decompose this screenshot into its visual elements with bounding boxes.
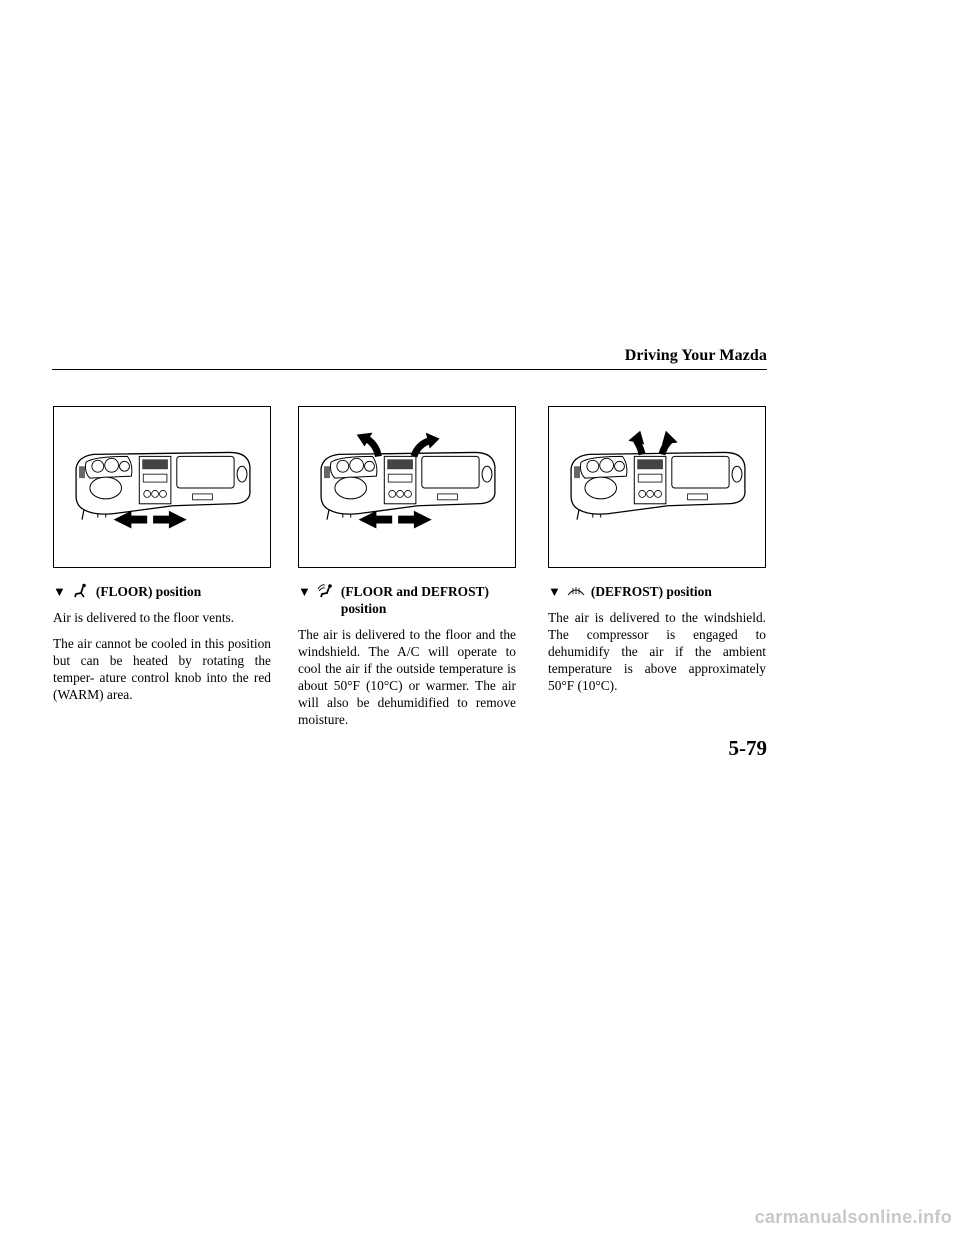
header-divider xyxy=(52,369,767,370)
section-heading xyxy=(548,583,766,600)
section-heading-text: (DEFROST) position xyxy=(590,584,712,599)
section-heading-text: (FLOOR) position xyxy=(95,584,202,599)
defrost-vent-icon xyxy=(566,583,586,599)
floor-defrost-vent-icon xyxy=(316,583,336,599)
floor-vent-icon xyxy=(71,583,91,599)
floor-arrows xyxy=(359,511,432,529)
down-triangle-icon: ▼ xyxy=(548,584,561,599)
down-triangle-icon: ▼ xyxy=(298,584,311,599)
paragraph: Air is delivered to the floor vents. xyxy=(53,610,235,625)
down-triangle-icon: ▼ xyxy=(53,584,66,599)
watermark: carmanualsonline.info xyxy=(754,1207,952,1227)
dashboard-defrost-airflow-figure xyxy=(548,406,766,568)
section-heading xyxy=(53,583,271,600)
floor-position-section xyxy=(53,583,271,712)
defrost-arrows xyxy=(628,431,677,455)
defrost-position-section xyxy=(548,583,766,703)
section-heading-text: (FLOOR and DEFROST) position xyxy=(340,584,489,616)
paragraph: The air is delivered to the floor and the windshield. The A/C will operate to cool the air if the outside temperature is about 50°F (10°C) or warmer. The air will also be dehumidified to remove moisture. xyxy=(298,627,516,727)
dashboard-floor-airflow-figure xyxy=(53,406,271,568)
floor-arrows xyxy=(114,511,187,529)
paragraph: The air cannot be cooled in this position but can be heated by rotating the temper- ature control knob into the red (WARM) area. xyxy=(53,636,271,702)
page-number: 5-79 xyxy=(728,736,767,760)
paragraph: The air is delivered to the windshield. The compressor is engaged to dehumidify the air if the ambient temperature is above approximately 50°F (10°C). xyxy=(548,610,766,693)
dashboard-floor-defrost-airflow-figure xyxy=(298,406,516,568)
section-heading xyxy=(298,583,516,617)
floor-defrost-position-section xyxy=(298,583,516,737)
section-title: Driving Your Mazda xyxy=(624,347,767,364)
